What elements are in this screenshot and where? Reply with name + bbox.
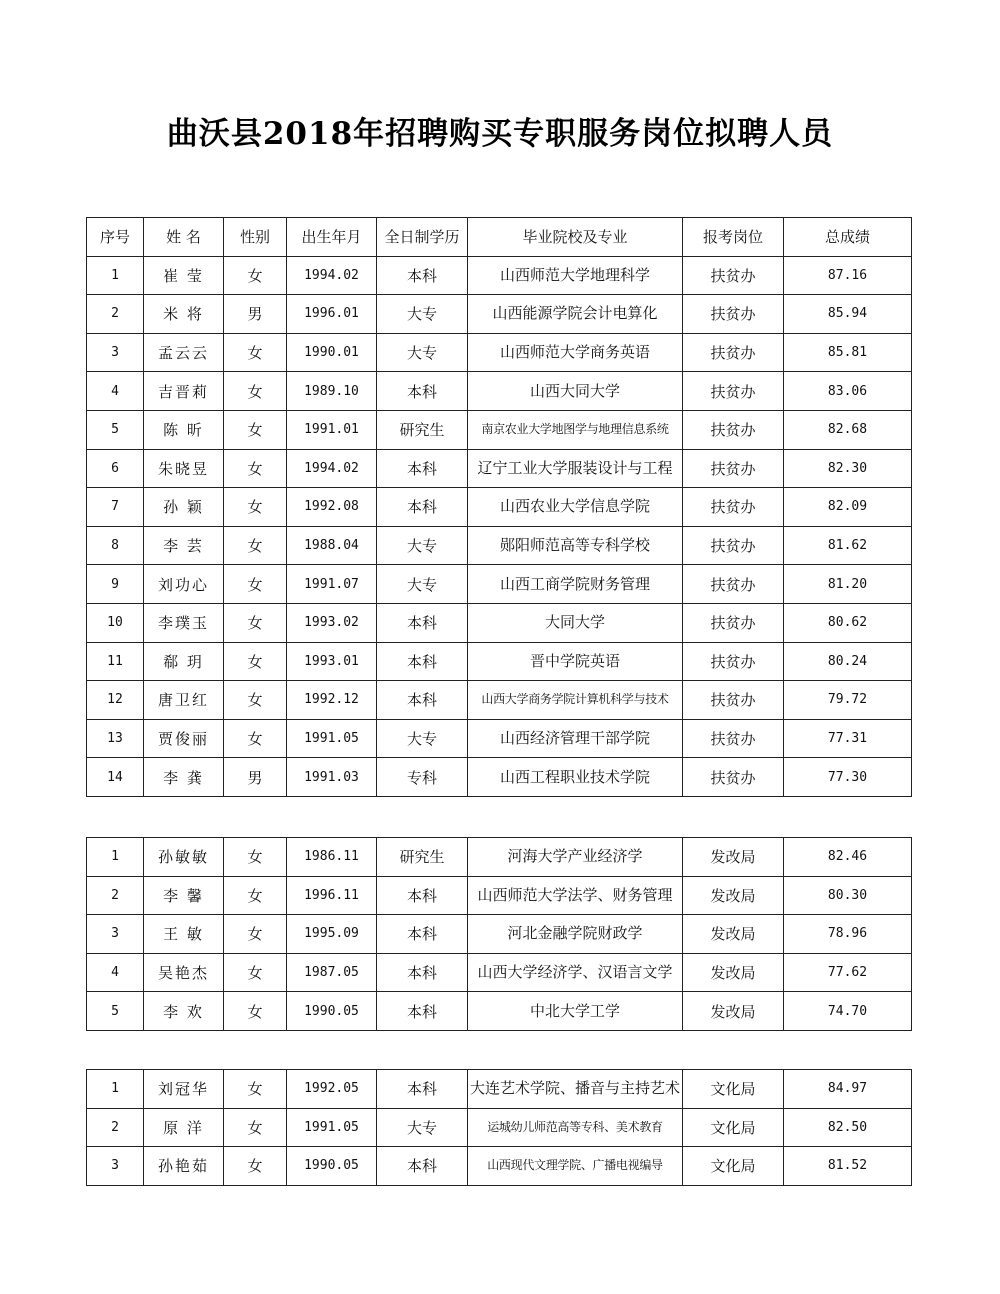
cell-index: 9: [87, 565, 144, 604]
cell-position: 扶贫办: [683, 488, 784, 527]
cell-name: 孙艳茹: [144, 1147, 224, 1186]
cell-gender: 女: [224, 1108, 287, 1147]
cell-gender: 男: [224, 295, 287, 334]
cell-name: 李 馨: [144, 876, 224, 915]
cell-name: 唐卫红: [144, 681, 224, 720]
cell-total-score: 80.62: [784, 603, 912, 642]
cell-school-major: 山西师范大学商务英语: [468, 333, 683, 372]
cell-index: 3: [87, 333, 144, 372]
cell-name: 李 芸: [144, 526, 224, 565]
table-row: [87, 526, 912, 565]
table-row: [87, 410, 912, 449]
cell-school-major: 山西能源学院会计电算化: [468, 295, 683, 334]
cell-total-score: 82.50: [784, 1108, 912, 1147]
cell-education: 大专: [377, 333, 468, 372]
table-row: [87, 838, 912, 877]
table-row: [87, 295, 912, 334]
cell-name: 贾俊丽: [144, 719, 224, 758]
cell-index: 7: [87, 488, 144, 527]
cell-position: 扶贫办: [683, 372, 784, 411]
cell-name: 郗 玥: [144, 642, 224, 681]
cell-gender: 女: [224, 256, 287, 295]
cell-gender: 女: [224, 719, 287, 758]
cell-school-major: 山西工商学院财务管理: [468, 565, 683, 604]
cell-total-score: 81.62: [784, 526, 912, 565]
cell-education: 大专: [377, 526, 468, 565]
cell-gender: 女: [224, 992, 287, 1031]
cell-birth-date: 1987.05: [287, 953, 377, 992]
cell-index: 11: [87, 642, 144, 681]
cell-name: 吴艳杰: [144, 953, 224, 992]
header-name: 姓 名: [144, 218, 224, 257]
cell-birth-date: 1992.12: [287, 681, 377, 720]
cell-education: 本科: [377, 876, 468, 915]
page-title: 曲沃县2018年招聘购买专职服务岗位拟聘人员: [166, 116, 834, 152]
cell-birth-date: 1991.05: [287, 1108, 377, 1147]
cell-school-major: 山西大学经济学、汉语言文学: [468, 953, 683, 992]
cell-birth-date: 1990.05: [287, 1147, 377, 1186]
cell-education: 大专: [377, 565, 468, 604]
cell-birth-date: 1994.02: [287, 256, 377, 295]
cell-school-major: 山西现代文理学院、广播电视编导: [468, 1147, 683, 1186]
header-position: 报考岗位: [683, 218, 784, 257]
cell-name: 朱晓昱: [144, 449, 224, 488]
table-row: [87, 719, 912, 758]
cell-gender: 女: [224, 488, 287, 527]
cell-total-score: 77.30: [784, 758, 912, 797]
cell-school-major: 山西农业大学信息学院: [468, 488, 683, 527]
table-row: [87, 1070, 912, 1109]
cell-name: 陈 昕: [144, 410, 224, 449]
cell-education: 研究生: [377, 410, 468, 449]
cell-position: 扶贫办: [683, 565, 784, 604]
cell-name: 王 敏: [144, 915, 224, 954]
cell-gender: 女: [224, 1070, 287, 1109]
cell-name: 李 欢: [144, 992, 224, 1031]
table-row: [87, 1147, 912, 1186]
cell-total-score: 87.16: [784, 256, 912, 295]
cell-name: 孙 颖: [144, 488, 224, 527]
applicants-table-poverty-office: [86, 217, 912, 797]
cell-school-major: 河海大学产业经济学: [468, 838, 683, 877]
cell-total-score: 74.70: [784, 992, 912, 1031]
cell-total-score: 81.20: [784, 565, 912, 604]
table-row: [87, 992, 912, 1031]
cell-index: 3: [87, 1147, 144, 1186]
table-row: [87, 876, 912, 915]
cell-birth-date: 1996.11: [287, 876, 377, 915]
cell-total-score: 85.81: [784, 333, 912, 372]
cell-gender: 女: [224, 603, 287, 642]
cell-position: 文化局: [683, 1108, 784, 1147]
cell-total-score: 82.09: [784, 488, 912, 527]
cell-education: 本科: [377, 642, 468, 681]
cell-education: 本科: [377, 915, 468, 954]
cell-total-score: 84.97: [784, 1070, 912, 1109]
cell-gender: 女: [224, 642, 287, 681]
cell-index: 1: [87, 838, 144, 877]
cell-total-score: 82.46: [784, 838, 912, 877]
header-gender: 性别: [224, 218, 287, 257]
cell-birth-date: 1992.08: [287, 488, 377, 527]
cell-position: 扶贫办: [683, 449, 784, 488]
cell-school-major: 山西工程职业技术学院: [468, 758, 683, 797]
table-row: [87, 256, 912, 295]
cell-index: 4: [87, 372, 144, 411]
table-row: [87, 372, 912, 411]
cell-position: 发改局: [683, 992, 784, 1031]
table-row: [87, 449, 912, 488]
cell-index: 2: [87, 295, 144, 334]
cell-birth-date: 1993.02: [287, 603, 377, 642]
cell-position: 扶贫办: [683, 642, 784, 681]
table-row: [87, 1108, 912, 1147]
cell-position: 发改局: [683, 876, 784, 915]
cell-gender: 女: [224, 449, 287, 488]
cell-school-major: 山西经济管理干部学院: [468, 719, 683, 758]
cell-index: 1: [87, 256, 144, 295]
header-index: 序号: [87, 218, 144, 257]
cell-position: 扶贫办: [683, 719, 784, 758]
cell-birth-date: 1992.05: [287, 1070, 377, 1109]
cell-school-major: 中北大学工学: [468, 992, 683, 1031]
cell-total-score: 82.30: [784, 449, 912, 488]
cell-position: 发改局: [683, 838, 784, 877]
cell-total-score: 80.24: [784, 642, 912, 681]
cell-position: 扶贫办: [683, 758, 784, 797]
cell-education: 本科: [377, 953, 468, 992]
cell-position: 扶贫办: [683, 526, 784, 565]
cell-total-score: 85.94: [784, 295, 912, 334]
table-header-row: [87, 218, 912, 257]
cell-index: 6: [87, 449, 144, 488]
cell-name: 米 将: [144, 295, 224, 334]
table-row: [87, 642, 912, 681]
cell-birth-date: 1990.01: [287, 333, 377, 372]
cell-name: 李璞玉: [144, 603, 224, 642]
cell-school-major: 辽宁工业大学服装设计与工程: [468, 449, 683, 488]
cell-school-major: 山西大学商务学院计算机科学与技术: [468, 681, 683, 720]
table-row: [87, 603, 912, 642]
cell-school-major: 南京农业大学地图学与地理信息系统: [468, 410, 683, 449]
cell-school-major: 运城幼儿师范高等专科、美术教育: [468, 1108, 683, 1147]
cell-gender: 女: [224, 681, 287, 720]
cell-gender: 女: [224, 1147, 287, 1186]
cell-birth-date: 1988.04: [287, 526, 377, 565]
cell-total-score: 77.31: [784, 719, 912, 758]
cell-school-major: 晋中学院英语: [468, 642, 683, 681]
cell-gender: 女: [224, 333, 287, 372]
cell-birth-date: 1990.05: [287, 992, 377, 1031]
cell-birth-date: 1989.10: [287, 372, 377, 411]
cell-education: 大专: [377, 1108, 468, 1147]
cell-index: 14: [87, 758, 144, 797]
cell-gender: 女: [224, 410, 287, 449]
cell-index: 2: [87, 1108, 144, 1147]
cell-position: 发改局: [683, 915, 784, 954]
cell-total-score: 83.06: [784, 372, 912, 411]
cell-total-score: 82.68: [784, 410, 912, 449]
cell-school-major: 山西师范大学法学、财务管理: [468, 876, 683, 915]
cell-education: 本科: [377, 992, 468, 1031]
cell-index: 12: [87, 681, 144, 720]
cell-birth-date: 1991.07: [287, 565, 377, 604]
cell-gender: 男: [224, 758, 287, 797]
cell-position: 扶贫办: [683, 295, 784, 334]
cell-education: 本科: [377, 1070, 468, 1109]
cell-birth-date: 1994.02: [287, 449, 377, 488]
table-row: [87, 953, 912, 992]
cell-name: 孙敏敏: [144, 838, 224, 877]
cell-education: 本科: [377, 488, 468, 527]
cell-education: 本科: [377, 256, 468, 295]
applicants-table-development-bureau: [86, 837, 912, 1031]
header-total-score: 总成绩: [784, 218, 912, 257]
table-row: [87, 333, 912, 372]
cell-name: 刘功心: [144, 565, 224, 604]
cell-position: 扶贫办: [683, 603, 784, 642]
cell-total-score: 80.30: [784, 876, 912, 915]
cell-index: 4: [87, 953, 144, 992]
cell-position: 文化局: [683, 1147, 784, 1186]
header-birth-date: 出生年月: [287, 218, 377, 257]
cell-education: 大专: [377, 719, 468, 758]
cell-education: 研究生: [377, 838, 468, 877]
cell-school-major: 山西师范大学地理科学: [468, 256, 683, 295]
cell-birth-date: 1993.01: [287, 642, 377, 681]
cell-school-major: 河北金融学院财政学: [468, 915, 683, 954]
cell-index: 5: [87, 410, 144, 449]
cell-education: 本科: [377, 681, 468, 720]
table-row: [87, 758, 912, 797]
cell-birth-date: 1995.09: [287, 915, 377, 954]
cell-index: 5: [87, 992, 144, 1031]
cell-school-major: 大同大学: [468, 603, 683, 642]
cell-index: 13: [87, 719, 144, 758]
cell-gender: 女: [224, 876, 287, 915]
cell-birth-date: 1996.01: [287, 295, 377, 334]
cell-index: 2: [87, 876, 144, 915]
cell-birth-date: 1991.01: [287, 410, 377, 449]
cell-gender: 女: [224, 565, 287, 604]
applicants-table-culture-bureau: [86, 1069, 912, 1186]
cell-name: 原 洋: [144, 1108, 224, 1147]
cell-total-score: 81.52: [784, 1147, 912, 1186]
table-row: [87, 681, 912, 720]
cell-position: 扶贫办: [683, 256, 784, 295]
cell-school-major: 郧阳师范高等专科学校: [468, 526, 683, 565]
cell-school-major: 山西大同大学: [468, 372, 683, 411]
cell-education: 本科: [377, 372, 468, 411]
cell-position: 文化局: [683, 1070, 784, 1109]
cell-position: 发改局: [683, 953, 784, 992]
cell-gender: 女: [224, 953, 287, 992]
cell-education: 大专: [377, 295, 468, 334]
cell-position: 扶贫办: [683, 681, 784, 720]
cell-gender: 女: [224, 526, 287, 565]
cell-education: 本科: [377, 1147, 468, 1186]
table-row: [87, 488, 912, 527]
cell-index: 3: [87, 915, 144, 954]
cell-education: 专科: [377, 758, 468, 797]
cell-total-score: 77.62: [784, 953, 912, 992]
cell-name: 李 龚: [144, 758, 224, 797]
table-row: [87, 915, 912, 954]
cell-gender: 女: [224, 915, 287, 954]
cell-name: 孟云云: [144, 333, 224, 372]
cell-index: 1: [87, 1070, 144, 1109]
cell-education: 本科: [377, 603, 468, 642]
cell-index: 8: [87, 526, 144, 565]
cell-name: 刘冠华: [144, 1070, 224, 1109]
cell-total-score: 79.72: [784, 681, 912, 720]
cell-education: 本科: [377, 449, 468, 488]
cell-birth-date: 1991.05: [287, 719, 377, 758]
cell-birth-date: 1991.03: [287, 758, 377, 797]
header-education: 全日制学历: [377, 218, 468, 257]
cell-position: 扶贫办: [683, 410, 784, 449]
header-school-major: 毕业院校及专业: [468, 218, 683, 257]
cell-gender: 女: [224, 838, 287, 877]
cell-school-major: 大连艺术学院、播音与主持艺术: [468, 1070, 683, 1109]
table-row: [87, 565, 912, 604]
cell-position: 扶贫办: [683, 333, 784, 372]
cell-birth-date: 1986.11: [287, 838, 377, 877]
cell-name: 吉晋莉: [144, 372, 224, 411]
cell-total-score: 78.96: [784, 915, 912, 954]
cell-gender: 女: [224, 372, 287, 411]
cell-name: 崔 莹: [144, 256, 224, 295]
cell-index: 10: [87, 603, 144, 642]
